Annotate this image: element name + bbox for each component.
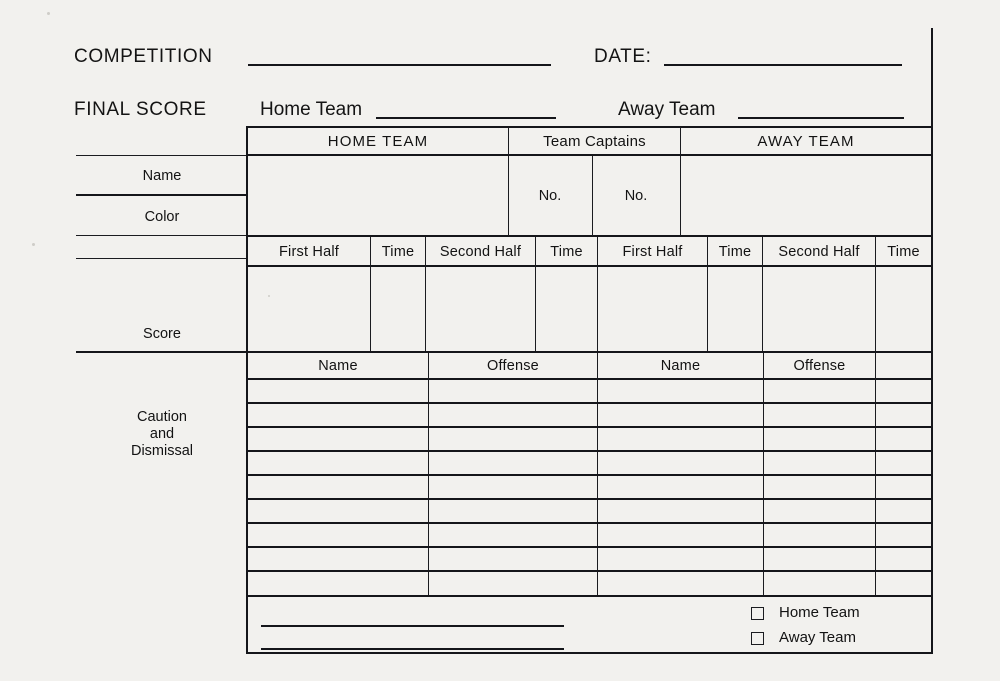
caution-cell-home-name[interactable] [248,452,428,474]
scan-speck [47,12,50,15]
caution-cell-away-offense[interactable] [764,548,875,570]
side-rule-above-name [76,155,248,156]
scan-speck [32,243,35,246]
score-col-header-7: Time [887,243,920,260]
caution-cell-away-name[interactable] [598,452,763,474]
caution-cell-home-offense[interactable] [429,380,597,402]
competition-write-line[interactable] [248,64,551,66]
caution-cell-home-name[interactable] [248,380,428,402]
away-team-label: Away Team [618,99,716,120]
home-team-checkbox-label: Home Team [779,604,860,621]
score-col-header-3: Time [550,243,583,260]
caution-col-header-0: Name [318,357,358,374]
page-right-border [931,28,933,128]
away-team-checkbox-label: Away Team [779,629,856,646]
caution-cell-home-name[interactable] [248,404,428,426]
final-score-label: FINAL SCORE [74,99,207,120]
table-right-border [931,126,933,654]
caution-cell-away-name[interactable] [598,572,763,594]
score-col-header-2: Second Half [439,243,522,260]
caution-cell-away-name[interactable] [598,428,763,450]
date-label: DATE: [594,46,652,67]
table-bottom-border [246,652,933,654]
score-col-header-4: First Half [622,243,683,260]
home-team-label: Home Team [260,99,363,120]
caution-cell-home-offense[interactable] [429,500,597,522]
caution-cell-home-name[interactable] [248,476,428,498]
caution-col-header-2: Name [660,357,701,374]
caution-cell-home-name[interactable] [248,428,428,450]
side-label-caution-line3: Dismissal [130,443,194,459]
caution-cell-away-offense[interactable] [764,404,875,426]
caution-cell-extra[interactable] [876,500,931,522]
caution-cell-away-name[interactable] [598,548,763,570]
away-team-name-color-field[interactable] [681,157,930,235]
entry-band-bottom-rule [246,235,933,237]
score-cell-away-first-half-time[interactable] [708,267,762,351]
score-cell-home-second-half[interactable] [426,267,535,351]
group-header-away-team: AWAY TEAM [757,132,855,150]
caution-cell-home-name[interactable] [248,572,428,594]
caution-cell-away-offense[interactable] [764,452,875,474]
caution-cell-away-name[interactable] [598,476,763,498]
side-rule-above-score [76,258,248,259]
caution-cell-home-offense[interactable] [429,404,597,426]
side-rule-below-name [76,194,248,196]
caution-cell-away-name[interactable] [598,404,763,426]
caution-cell-extra[interactable] [876,404,931,426]
group-header-team-captains: Team Captains [543,132,646,150]
away-captain-no-label: No. [624,188,648,204]
side-label-color: Color [144,209,180,225]
caution-cell-home-name[interactable] [248,548,428,570]
caution-cell-away-name[interactable] [598,524,763,546]
caution-cell-away-name[interactable] [598,380,763,402]
caution-cell-extra[interactable] [876,380,931,402]
caution-cell-home-offense[interactable] [429,452,597,474]
group-header-home-team: HOME TEAM [327,132,429,150]
away-team-score-line[interactable] [738,117,904,119]
caution-cell-home-offense[interactable] [429,572,597,594]
signature-line-2[interactable] [261,648,564,650]
caution-cell-away-offense[interactable] [764,428,875,450]
caution-cell-home-offense[interactable] [429,524,597,546]
score-cell-away-first-half[interactable] [598,267,707,351]
caution-cell-home-name[interactable] [248,524,428,546]
caution-col-header-3: Offense [793,357,846,374]
score-cell-home-second-half-time[interactable] [536,267,597,351]
side-label-name: Name [142,168,182,184]
score-cell-home-first-half-time[interactable] [371,267,425,351]
caution-cell-away-offense[interactable] [764,500,875,522]
side-rule-below-color [76,235,248,236]
competition-label: COMPETITION [74,46,213,67]
caution-cell-extra[interactable] [876,428,931,450]
side-label-score: Score [143,326,181,342]
side-rule-below-score [76,351,248,353]
score-cell-away-second-half-time[interactable] [876,267,931,351]
caution-cell-extra[interactable] [876,548,931,570]
caution-cell-home-offense[interactable] [429,428,597,450]
home-team-score-line[interactable] [376,117,556,119]
score-col-header-1: Time [381,243,415,260]
caution-cell-away-offense[interactable] [764,524,875,546]
caution-cell-away-offense[interactable] [764,572,875,594]
caution-cell-away-offense[interactable] [764,380,875,402]
group-header-bottom-rule [246,154,933,156]
caution-col-header-4 [876,353,931,378]
caution-block-bottom-rule [246,595,933,597]
signature-line-1[interactable] [261,625,564,627]
date-write-line[interactable] [664,64,902,66]
score-cell-away-second-half[interactable] [763,267,875,351]
home-team-checkbox[interactable] [751,607,764,620]
score-col-header-0: First Half [279,243,339,260]
caution-cell-extra[interactable] [876,476,931,498]
caution-col-header-1: Offense [487,357,539,374]
score-col-header-5: Time [718,243,752,260]
caution-cell-home-offense[interactable] [429,476,597,498]
score-col-header-6: Second Half [778,243,860,260]
caution-cell-home-name[interactable] [248,500,428,522]
side-label-caution-line2: and [149,426,175,442]
home-team-name-color-field[interactable] [249,157,507,235]
caution-cell-extra[interactable] [876,524,931,546]
caution-cell-extra[interactable] [876,452,931,474]
away-team-checkbox[interactable] [751,632,764,645]
caution-cell-extra[interactable] [876,572,931,594]
caution-cell-away-name[interactable] [598,500,763,522]
side-label-caution-line1: Caution [137,409,187,425]
home-captain-no-label: No. [538,188,562,204]
caution-cell-home-offense[interactable] [429,548,597,570]
caution-cell-away-offense[interactable] [764,476,875,498]
score-cell-home-first-half[interactable] [248,267,370,351]
